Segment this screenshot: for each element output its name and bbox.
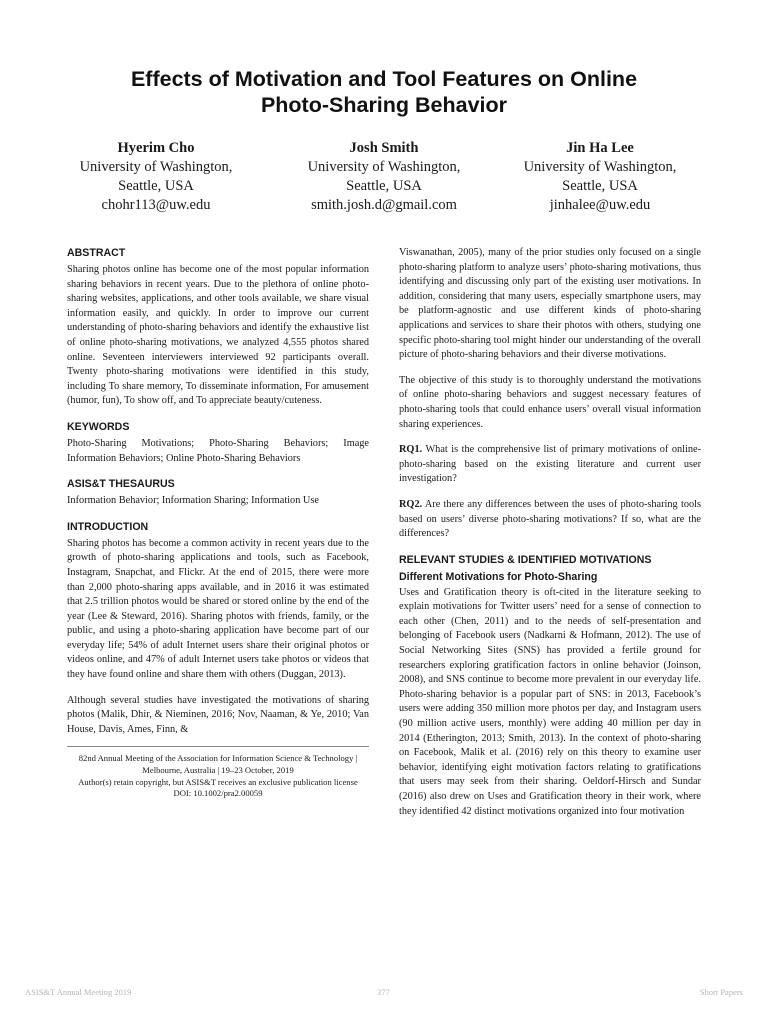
abstract-text: Sharing photos online has become one of the most popular information sharing behaviors in recent years. Due to the plethora of online photo-sharing websites, applications, and other tools available, we share visual information easily, and quickly. In order to improve our current understanding of photo-sharing behaviors and identify the exhaustive list of online photo-sharing motivations, we analyzed 4,555 photos shared online. Seventeen interviewers interviewed 92 participants overall. Twenty photo-sharing motivations were identified in this study, including To share memory, To disseminate information, For amusement (humor, fun), To show off, and To appreciate beauty/cuteness. (67, 264, 369, 407)
paper-title (0, 66, 768, 118)
research-question-1 (399, 443, 701, 487)
author-2 (274, 139, 494, 215)
rq2-label: RQ2. (399, 498, 423, 510)
introduction-paragraph-2: Although several studies have investigated the motivations of sharing photos (Malik, Dhir, & Nieminen, 2016; Nov, Naaman, & Ye, 2010; Van House, Davis, Ames, Finn, & (67, 694, 369, 735)
introduction-heading: INTRODUCTION (67, 520, 149, 533)
relevant-studies-heading: RELEVANT STUDIES & IDENTIFIED MOTIVATIONS (399, 553, 652, 566)
left-column (67, 246, 369, 800)
author-affiliation: University of Washington, (79, 159, 233, 175)
uses-gratification-paragraph: Uses and Gratification theory is oft-cited in the literature seeking to explain motivations for Twitter users’ need for a sense of connection to each other (Chen, 2011) and to the needs of self-presentation and belonging of Facebook users (Nadkarni & Hofmann, 2012). The use of Social Networking Sites (SNS) has provided a fertile ground for researchers exploring gratification factors in online behavior (Joinson, 2008), and SNS continue to become more prevalent in our everyday life. Photo-sharing behavior is a popular part of SNS: in 2013, Facebook’s users were adding 350 million more photos per day, and Instagram users (90 million active users, monthly) were adding 40 million per day in 2014 (Etherington, 2013; Smith, 2013). In the context of photo-sharing on Facebook, Malik et al. (2016) rely on this theory to examine user behavior, identifying eight motivation factors relating to gratifications that users may seek from their sharing. Oeldorf-Hirsch and Sundar (2016) also drew on Uses and Gratification theory in their work, where they identified 42 distinct motivations organized into four motivation (399, 586, 701, 817)
author-affiliation: University of Washington, (523, 159, 677, 175)
author-3 (490, 139, 710, 215)
author-name: Jin Ha Lee (566, 140, 634, 156)
thesaurus-text: Information Behavior; Information Sharing; Information Use (67, 495, 319, 507)
keywords-heading: KEYWORDS (67, 420, 130, 433)
title-line-1: Effects of Motivation and Tool Features on Online (130, 67, 638, 91)
page-number: 377 (377, 987, 390, 997)
keywords-text: Photo-Sharing Motivations; Photo-Sharing Behaviors; Image Information Behaviors; Online Photo-Sharing Behaviors (67, 437, 369, 464)
author-affiliation: University of Washington, (307, 159, 461, 175)
motivations-subheading: Different Motivations for Photo-Sharing (399, 570, 598, 583)
page-footer (25, 987, 743, 1001)
author-name: Hyerim Cho (117, 140, 195, 156)
abstract-heading: ABSTRACT (67, 247, 126, 259)
footnote-doi: DOI: 10.1002/pra2.00059 (173, 788, 263, 799)
author-email[interactable]: smith.josh.d@gmail.com (311, 197, 457, 213)
rq1-text: What is the comprehensive list of primary motivations of online-photo-sharing based on the existing literature and current user investigation? (399, 444, 701, 485)
author-location: Seattle, USA (562, 178, 638, 194)
footnote-conference: 82nd Annual Meeting of the Association for Information Science & Technology | Melbourne, Australia | 19–23 October, 2019 (78, 753, 358, 776)
author-email[interactable]: chohr113@uw.edu (101, 197, 211, 213)
footnote-license: Author(s) retain copyright, but ASIS&T receives an exclusive publication license (78, 776, 358, 787)
right-column (399, 246, 701, 819)
author-location: Seattle, USA (118, 178, 194, 194)
author-location: Seattle, USA (346, 178, 422, 194)
rq2-text: Are there any differences between the uses of photo-sharing tools based on users’ diverse photo-sharing motivations? If so, what are the differences? (399, 498, 701, 540)
objective-paragraph: The objective of this study is to thoroughly understand the motivations of online photo-sharing behaviors and suggest necessary features of photo-sharing tools that could enhance users’ overall visual information sharing experiences. (399, 374, 701, 430)
title-line-2: Photo-Sharing Behavior (260, 93, 508, 117)
copyright-footnote (67, 746, 369, 799)
author-name: Josh Smith (349, 140, 419, 156)
introduction-paragraph-1: Sharing photos has become a common activity in recent years due to the growth of photo-sharing applications and tools, such as Facebook, Instagram, Snapchat, and Flickr. At the end of 2015, there were more than 2,000 photo-sharing apps available, and in 2016 it was estimated that 2.5 trillion photos would be shared or stored online by the end of the year (Lee & Steward, 2016). Sharing photos with friends, family, or the public, and using a photo-sharing application have become part of our everyday life; 54% of adult Internet users share their original photos or videos online, and 47% of adult Internet users take photos or videos that they have found online and share them with others (Duggan, 2013). (67, 537, 369, 681)
author-email[interactable]: jinhalee@uw.edu (549, 197, 651, 213)
footer-conference: ASIS&T Annual Meeting 2019 (25, 987, 132, 997)
thesaurus-heading: ASIS&T THESAURUS (67, 478, 175, 491)
research-question-2 (399, 498, 701, 542)
author-1 (46, 139, 266, 215)
intro-continued-paragraph: Viswanathan, 2005), many of the prior studies only focused on a single photo-sharing platform to analyze users’ photo-sharing motivations, thus identifying and discussing only part of the existing user motivations. In addition, considering that many users, especially smartphone users, may be platform-agnostic and use different kinds of photo-sharing applications and services to share their photos with others, studying one specific photo-sharing tool might hinder our understanding of the overall picture of photo-sharing behaviors and their diverse motivations. (399, 247, 701, 361)
footer-paper-type: Short Papers (699, 987, 743, 997)
rq1-label: RQ1. (399, 444, 423, 456)
